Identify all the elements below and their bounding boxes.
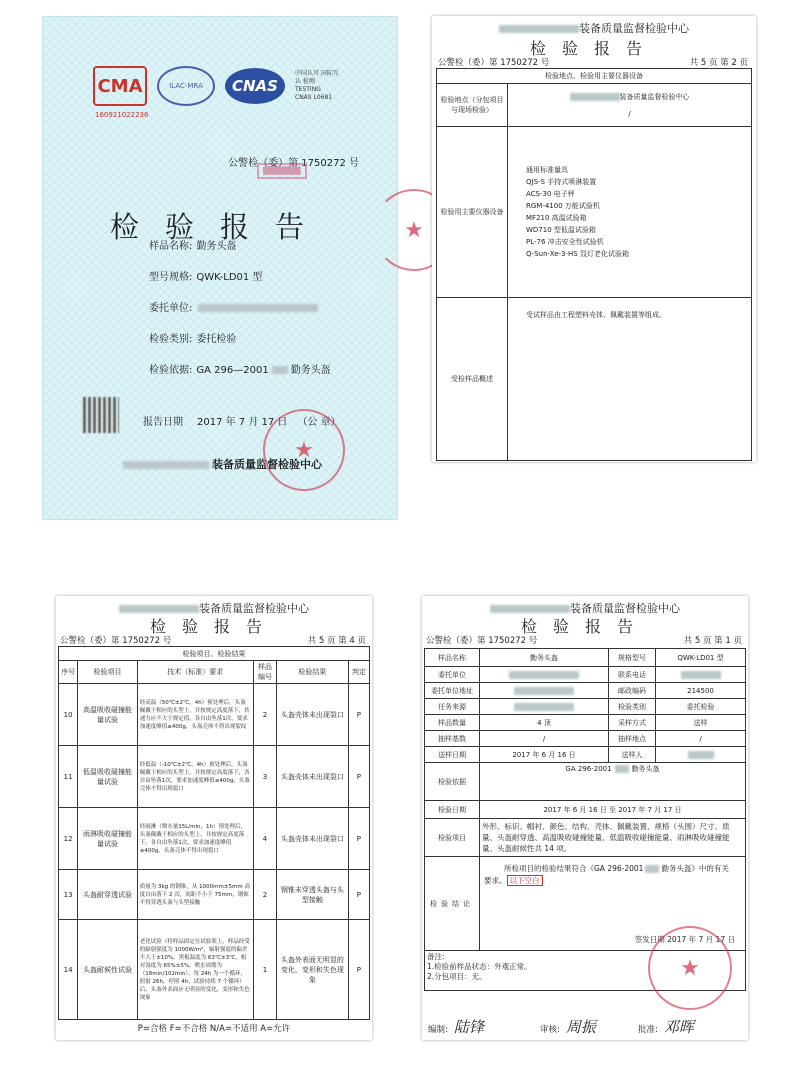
page1-report-no: 公警检（委）第 1750272 号 <box>426 636 538 646</box>
cover-inspection-type: 检验类别: 委托检验 <box>149 334 237 345</box>
cover-sample-name: 样品名称: 勤务头盔 <box>149 241 237 252</box>
redacted-org <box>119 605 199 613</box>
cover-report-number: 公警检（委）第 1750272 号 <box>228 158 359 169</box>
table-row: 14 头盔耐候性试验 老化试验（将样品固定在试验架上，样品经受的辐射强度为 1000W/m²，辐射强度的偏差不大于±10%，黑板温度为 63℃±3℃，相对湿度为 65%±5%，喷水周期为（18min/102min），每 24h 为一个循环，照射 26h，停照 4h，试验持续 7 个循环）后，头盔外表面应无明显的变化，变形和失色现象 1 头盔外表面无明显的变化，变形和失色现象 P <box>59 920 370 1020</box>
qr-code <box>83 397 119 433</box>
page1-basis: GA 296-2001 勤务头盔 <box>480 763 746 801</box>
cover-date: 报告日期 2017 年 7 月 17 日 （公 章） <box>143 417 341 428</box>
edge-seal-stamp: ★ <box>373 189 455 271</box>
approver-signature: 批准: 邓晖 <box>638 1018 694 1036</box>
rect-stamp: ███████ <box>257 163 307 179</box>
instrument-item: WD710 型低温试验箱 <box>526 226 596 234</box>
instrument-item: RGM-4100 万能试验机 <box>526 202 600 210</box>
page2-page-info: 共 5 页 第 2 页 <box>689 58 748 68</box>
table-row: 12 雨淋吸收碰撞能量试验 经雨淋（喷水量15L/min，1h）预处理后，头盔佩戴于相应的头型上，并按规定高度落下，各自由坠落1次，要求加速度峰值≤400g，头盔壳体不得出现裂口 4 头盔壳体未出现裂口 P <box>59 808 370 870</box>
page1-org: 装备质量监督检验中心 <box>422 600 748 616</box>
page2-row2-label: 检验用主要仪器设备 <box>437 127 508 298</box>
ilac-mra-logo: ILAC-MRA <box>157 66 215 106</box>
blank-below-mark: 以下空白 <box>507 875 543 886</box>
page2-table <box>436 68 752 461</box>
page4-org: 装备质量监督检验中心 <box>56 600 372 616</box>
cnas-logo: CNAS <box>225 68 285 104</box>
redacted-cell <box>480 683 609 699</box>
page4-column-headers <box>59 661 370 684</box>
cover-basis: 检验依据: GA 296—2001 勤务头盔 <box>149 365 331 376</box>
cma-number: 160921022236 <box>95 111 149 119</box>
col-result: 检验结果 <box>277 661 349 684</box>
page2-title: 检验报告 <box>529 39 658 58</box>
cover-client: 委托单位: <box>149 299 318 314</box>
page2-row3-value: 受试样品由工程塑料壳体、佩戴装置等组成。 <box>508 298 752 461</box>
redacted-basis <box>272 366 288 374</box>
reviewer-signature: 审核: 周振 <box>540 1018 596 1036</box>
col-requirement: 技术（标准）要求 <box>137 661 253 684</box>
instrument-item: ACS-30 电子秤 <box>526 190 575 198</box>
report-page-1 <box>422 596 748 1040</box>
page2-table-header: 检验地点、检验用主要仪器设备 <box>437 69 752 84</box>
page2-org: 装备质量监督检验中心 <box>432 20 756 36</box>
table-row: 11 低温吸收碰撞能量试验 经低温（-10℃±2℃，4h）预处理后，头盔佩戴于相应的头型上，并按规定高度落下，各自由坠落1次，要求加速度峰值≤400g，头盔壳体不得出现裂口 3 头盔壳体未出现裂口 P <box>59 746 370 808</box>
cover-org: 装备质量监督检验中心 <box>123 456 322 472</box>
page4-page-info: 共 5 页 第 4 页 <box>307 636 366 646</box>
page2-report-no: 公警检（委）第 1750272 号 <box>438 58 550 68</box>
redacted-org <box>123 461 209 469</box>
table-row: 13 头盔耐穿透试验 质量为 3kg 的钢锥，从 1000mm±5mm 高度自由落下 2 次，间距不小于 75mm，钢锥不得穿透头盔与头型接触 2 钢锥未穿透头盔与头型接触 P <box>59 870 370 920</box>
editor-signature: 编制: 陆锋 <box>428 1018 484 1036</box>
page1-remarks: 备注: 1.检验前样品状态：外观正常。 2.分包项目：无。 <box>425 951 746 991</box>
page4-report-no: 公警检（委）第 1750272 号 <box>60 636 172 646</box>
instrument-item: QJS-S 手持式喷淋装置 <box>526 178 597 186</box>
redacted-org <box>490 605 570 613</box>
table-row: 10 高温吸收碰撞能量试验 经高温（50℃±2℃，4h）预处理后，头盔佩戴于相应的头型上，并按规定高度落下，传递力应不大于规定值，各自由坠落1次，要求加速度峰值≤400g，头盔壳体不得出现裂纹 2 头盔壳体未出现裂口 P <box>59 684 370 746</box>
col-item: 检验项目 <box>78 661 138 684</box>
page1-table: 样品名称 勤务头盔 规格型号 QWK-LD01 型 委托单位 联系电话 委托单位地址 邮政编码 214500 任务来源 检验类别 委托检验 样品数量 4 顶 采样方式 送样 抽样基数 / 抽样地点 / 送样日期 2017 年 6 月 16 日 送样人 检验依据 GA 296-2001 勤务头盔 检验日期 2017 年 6 月 16 日 至 2017 年 7 月 17 日 检验项目 外形、标识、帽衬、颜色、结构、壳体、佩戴装置、规格（头围）尺寸、质量、头盔耐穿透、高温吸收碰撞能量、低温吸收碰撞能量、雨淋吸收碰撞能量、头盔耐候性共 14 项。 检验结论 所检项目的检验结果符合《GA 296-2001 勤务头盔》中的有关 要求。 以下空白 签发日期 2017 年 7 月 17 日 备注: 1.检验前样品状态：外观正常。 2.分包项目：无。 <box>424 648 746 991</box>
cnas-logo-text: 中国认可 国际互认 检测 TESTING CNAS L0681 <box>295 70 339 101</box>
official-seal-stamp: ★ <box>648 926 732 1010</box>
page2-row1-label: 检验地点（分包项目与现场检验） <box>437 84 508 127</box>
page1-page-info: 共 5 页 第 1 页 <box>683 636 742 646</box>
col-verdict: 判定 <box>348 661 369 684</box>
instrument-item: PL-76 冲击安全性试验机 <box>526 238 604 246</box>
report-page-4 <box>56 596 372 1040</box>
official-seal-stamp: ★ <box>263 409 345 491</box>
cover-title: 检验报告 <box>109 210 330 244</box>
cover-logos <box>93 65 339 107</box>
report-cover <box>42 16 424 520</box>
redacted-cell <box>480 699 609 715</box>
redacted-org <box>570 93 620 101</box>
col-no: 序号 <box>59 661 78 684</box>
redacted-org <box>499 25 579 33</box>
redacted-cell <box>656 667 746 683</box>
instrument-item: 通用标准量具 <box>526 166 568 174</box>
redacted-client <box>198 304 318 312</box>
cma-logo: CMA <box>93 66 147 106</box>
page4-legend: P=合格 F=不合格 N/A=不适用 A=允许 <box>137 1024 291 1034</box>
instrument-item: Q-Sun-Xe-3-HS 氙灯老化试验箱 <box>526 250 629 258</box>
redacted-cell <box>480 667 609 683</box>
page4-title: 检验报告 <box>149 617 278 636</box>
cover-model: 型号规格: QWK-LD01 型 <box>149 272 263 283</box>
page2-row3-label: 受检样品概述 <box>437 298 508 461</box>
page2-instrument-list <box>508 127 752 298</box>
page4-table <box>58 646 370 1020</box>
page1-conclusion: 所检项目的检验结果符合《GA 296-2001 勤务头盔》中的有关 要求。 以下空白 签发日期 2017 年 7 月 17 日 <box>480 857 746 951</box>
page2-row1-value: 装备质量监督检验中心 / <box>508 84 752 127</box>
page1-title: 检验报告 <box>520 617 649 636</box>
redacted-cell <box>656 747 746 763</box>
col-sample: 样品编号 <box>253 661 276 684</box>
instrument-item: MF210 高温试验箱 <box>526 214 587 222</box>
page4-table-header: 检验项目、检验结果 <box>59 647 370 661</box>
report-page-2 <box>432 16 756 462</box>
